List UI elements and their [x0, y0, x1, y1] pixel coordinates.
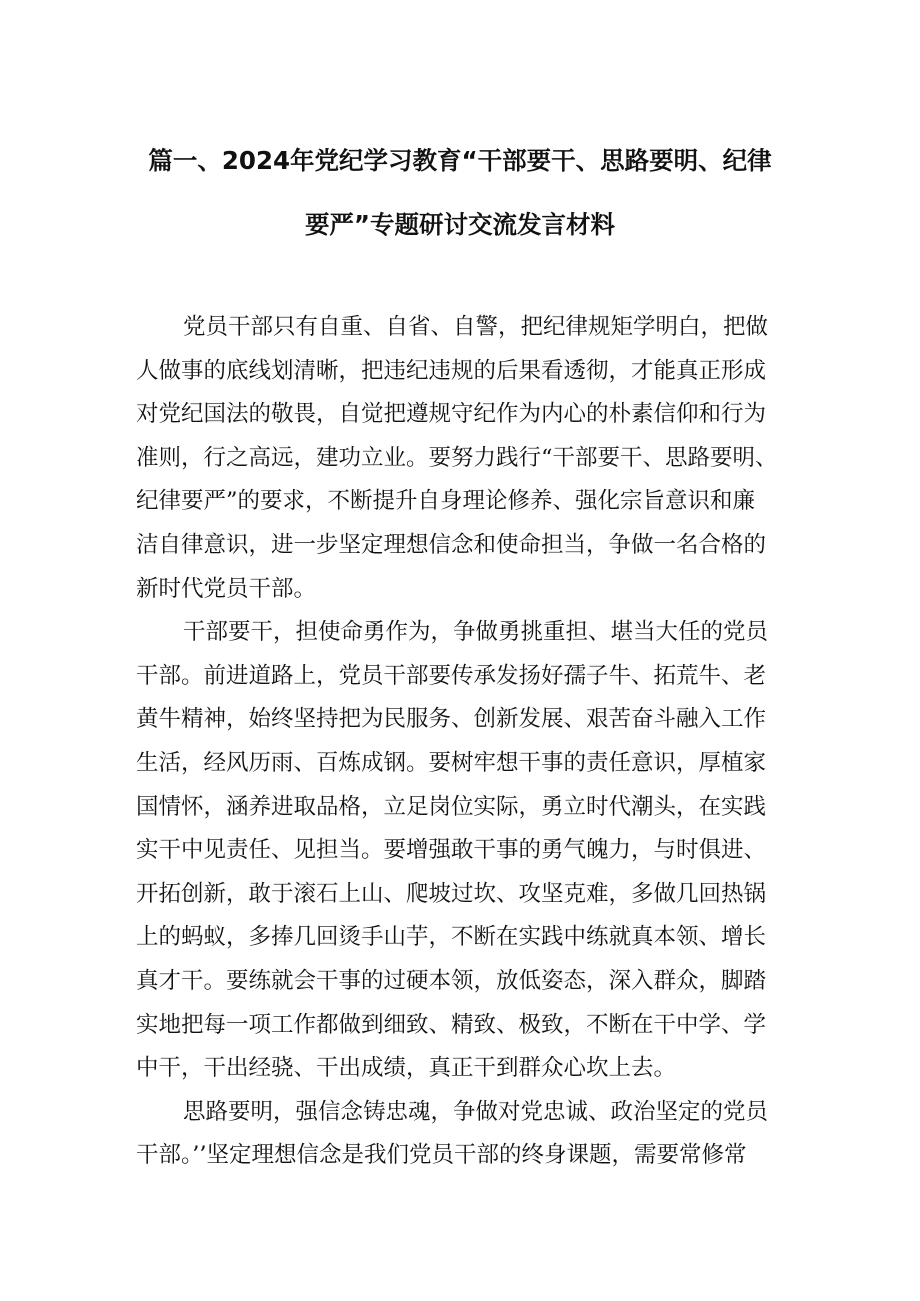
paragraph-line: 干部要干，担使命勇作为，争做勇挑重担、堪当大任的党员: [183, 619, 769, 646]
paragraph-cadres-must-work: [136, 611, 796, 1091]
paragraph-line: 党员干部只有自重、自省、自警，把纪律规矩学明白，把做: [183, 314, 769, 340]
document-body: [136, 306, 796, 1178]
document-title: [120, 146, 800, 240]
paragraph-line: 实干中见责任、见担当。要增强敢干事的勇气魄力，与时俱进、: [136, 837, 767, 864]
paragraph-line: 生活，经风历雨、百炼成钢。要树牢想干事的责任意识，厚植家: [136, 749, 767, 776]
paragraph-line: 准则，行之高远，建功立业。要努力践行“干部要干、思路要明、: [136, 444, 778, 471]
paragraph-line: 黄牛精神，始终坚持把为民服务、创新发展、艰苦奋斗融入工作: [136, 706, 767, 733]
paragraph-line: 干部。前进道路上，党员干部要传承发扬好孺子牛、拓荒牛、老: [136, 662, 767, 689]
title-line: 篇一、2024年党纪学习教育“干部要干、思路要明、纪律: [148, 146, 772, 175]
paragraph-line: 新时代党员干部。: [136, 575, 317, 602]
paragraph-line: 干部。’’坚定理想信念是我们党员干部的终身课题，需要常修常: [136, 1142, 747, 1169]
paragraph-intro: [136, 306, 796, 611]
paragraph-clear-thinking: [136, 1091, 796, 1178]
paragraph-line: 真才干。要练就会干事的过硬本领，放低姿态，深入群众，脚踏: [136, 967, 767, 994]
paragraph-line: 中干，干出经骁、干出成绩，真正干到群众心坎上去。: [136, 1055, 677, 1082]
paragraph-line: 洁自律意识，进一步坚定理想信念和使命担当，争做一名合格的: [136, 531, 767, 558]
paragraph-line: 实地把每一项工作都做到细致、精致、极致，不断在干中学、学: [136, 1011, 767, 1038]
title-line: 要严”专题研讨交流发言材料: [304, 210, 616, 239]
paragraph-line: 纪律要严”的要求，不断提升自身理论修养、强化宗旨意识和廉: [136, 488, 756, 515]
paragraph-line: 思路要明，强信念铸忠魂，争做对党忠诚、政治坚定的党员: [183, 1098, 769, 1125]
paragraph-line: 对党纪国法的敬畏，自觉把遵规守纪作为内心的朴素信仰和行为: [136, 401, 767, 428]
paragraph-line: 人做事的底线划清晰，把违纪违规的后果看透彻，才能真正形成: [136, 357, 767, 384]
paragraph-line: 开拓创新，敢于滚石上山、爬坡过坎、攻坚克难，多做几回热锅: [136, 880, 767, 907]
paragraph-line: 国情怀，涵养进取品格，立足岗位实际，勇立时代潮头，在实践: [136, 793, 767, 820]
paragraph-line: 上的蚂蚁，多捧几回烫手山芋，不断在实践中练就真本领、增长: [136, 924, 767, 951]
